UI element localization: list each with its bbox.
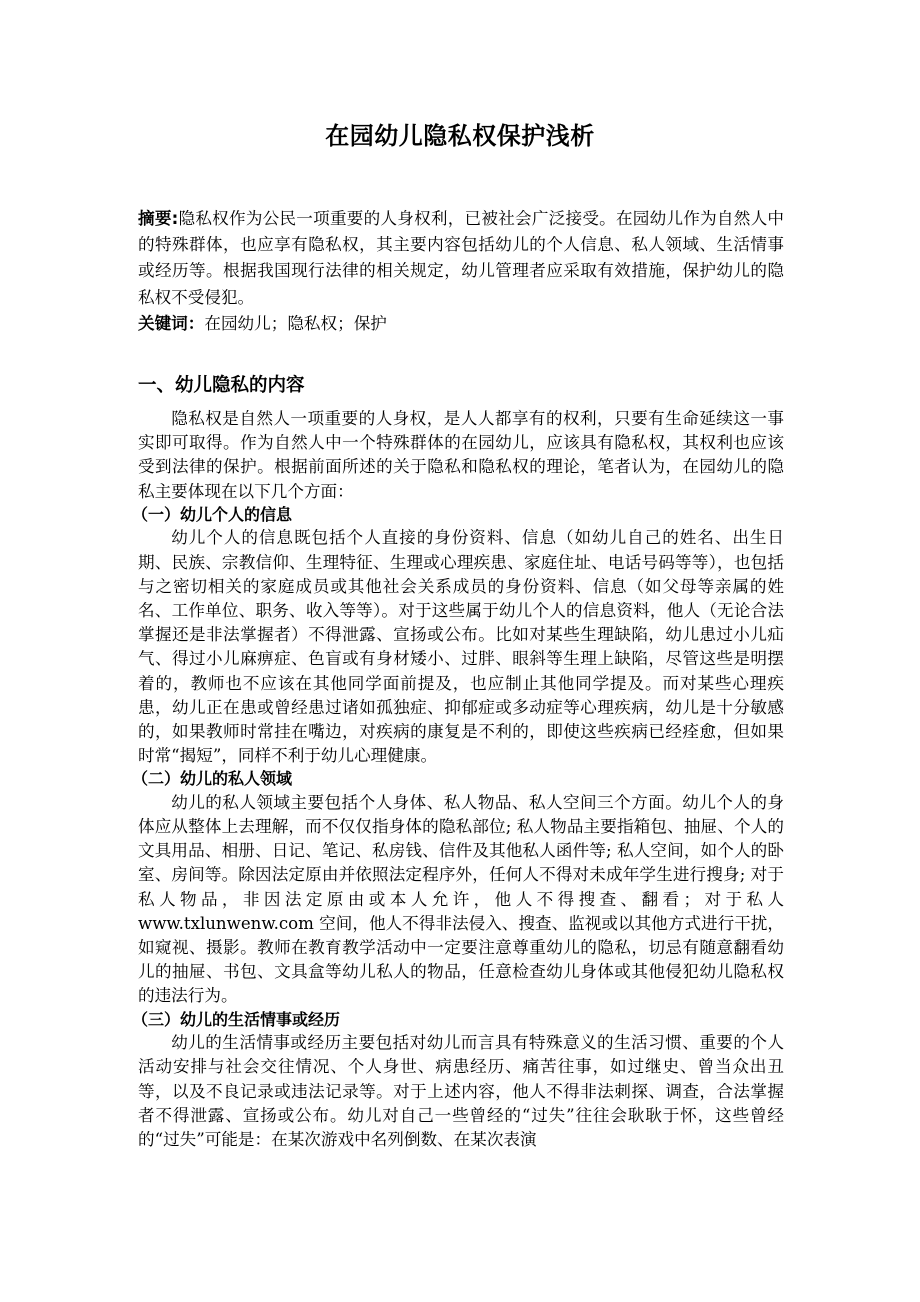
subheading-personal-info: （一）幼儿个人的信息 xyxy=(132,504,293,524)
subheading-life-experience: （三）幼儿的生活情事或经历 xyxy=(132,1009,341,1029)
abstract-text: 隐私权作为公民一项重要的人身权利，已被社会广泛接受。在园幼儿作为自然人中的特殊群体，也应享有隐私权，其主要内容包括幼儿的个人信息、私人领域、生活情事或经历等。根据我国现行法律的相关规定，幼儿管理者应采取有效措施，保护幼儿的隐私权不受侵犯。 xyxy=(138,209,785,307)
subheading-private-domain: （二）幼儿的私人领域 xyxy=(132,769,293,789)
section-heading: 一、幼儿隐私的内容 xyxy=(138,375,305,397)
document-title: 在园幼儿隐私权保护浅析 xyxy=(325,122,595,150)
life-experience-paragraph: 幼儿的生活情事或经历主要包括对幼儿而言具有特殊意义的生活习惯、重要的个人活动安排与社会交往情况、个人身世、病患经历、痛苦往事，如过继史、曾当众出丑等，以及不良记录或违法记录等。对于上述内容，他人不得非法刺探、调查，合法掌握者不得泄露、宣扬或公布。幼儿对自己一些曾经的“过失”往往会耿耿于怀，这些曾经的“过失”可能是：在某次游戏中名列倒数、在某次表演 xyxy=(138,1033,784,1149)
keywords-paragraph xyxy=(138,311,784,337)
abstract-paragraph xyxy=(138,206,784,311)
abstract-label: 摘要: xyxy=(138,209,179,228)
keywords-label: 关键词： xyxy=(138,313,205,333)
keywords-text: 在园幼儿；隐私权；保护 xyxy=(204,313,387,333)
document-content xyxy=(132,206,785,1152)
private-domain-paragraph: 幼儿的私人领域主要包括个人身体、私人物品、私人空间三个方面。幼儿个人的身体应从整体上去理解，而不仅仅指身体的隐私部位; 私人物品主要指箱包、抽屉、个人的文具用品、相册、日记、笔记、私房钱、信件及其他私人函件等; 私人空间，如个人的卧室、房间等。除因法定原由并依照法定程序外，任何人不得对未成年学生进行搜身; 对于私人物品，非因法定原由或本人允许，他人不得搜查、翻看；对于私人 www.txlunwenw.com 空间，他人不得非法侵入、搜查、监视或以其他方式进行干扰，如窥视、摄影。教师在教育教学活动中一定要注意尊重幼儿的隐私，切忌有随意翻看幼儿的抽屉、书包、文具盒等幼儿私人的物品，任意检查幼儿身体或其他侵犯幼儿隐私权的违法行为。 xyxy=(138,792,784,1006)
personal-info-paragraph: 幼儿个人的信息既包括个人直接的身份资料、信息（如幼儿自己的姓名、出生日期、民族、宗教信仰、生理特征、生理或心理疾患、家庭住址、电话号码等等），也包括与之密切相关的家庭成员或其他社会关系成员的身份资料、信息（如父母等亲属的姓名、工作单位、职务、收入等等）。对于这些属于幼儿个人的信息资料，他人（无论合法掌握还是非法掌握者）不得泄露、宣扬或公布。比如对某些生理缺陷，幼儿患过小儿疝气、得过小儿麻痹症、色盲或有身材矮小、过胖、眼斜等生理上缺陷，尽管这些是明摆着的，教师也不应该在其他同学面前提及，也应制止其他同学提及。而对某些心理疾患，幼儿正在患或曾经患过诸如孤独症、抑郁症或多动症等心理疾病，幼儿是十分敏感的，如果教师时常挂在嘴边，对疾病的康复是不利的，即使这些疾病已经痊愈，但如果时常“揭短”，同样不利于幼儿心理健康。 xyxy=(138,528,784,766)
section-intro-paragraph: 隐私权是自然人一项重要的人身权，是人人都享有的权利，只要有生命延续这一事实即可取得。作为自然人中一个特殊群体的在园幼儿，应该具有隐私权，其权利也应该受到法律的保护。根据前面所述的关于隐私和隐私权的理论，笔者认为，在园幼儿的隐私主要体现在以下几个方面： xyxy=(138,409,784,501)
